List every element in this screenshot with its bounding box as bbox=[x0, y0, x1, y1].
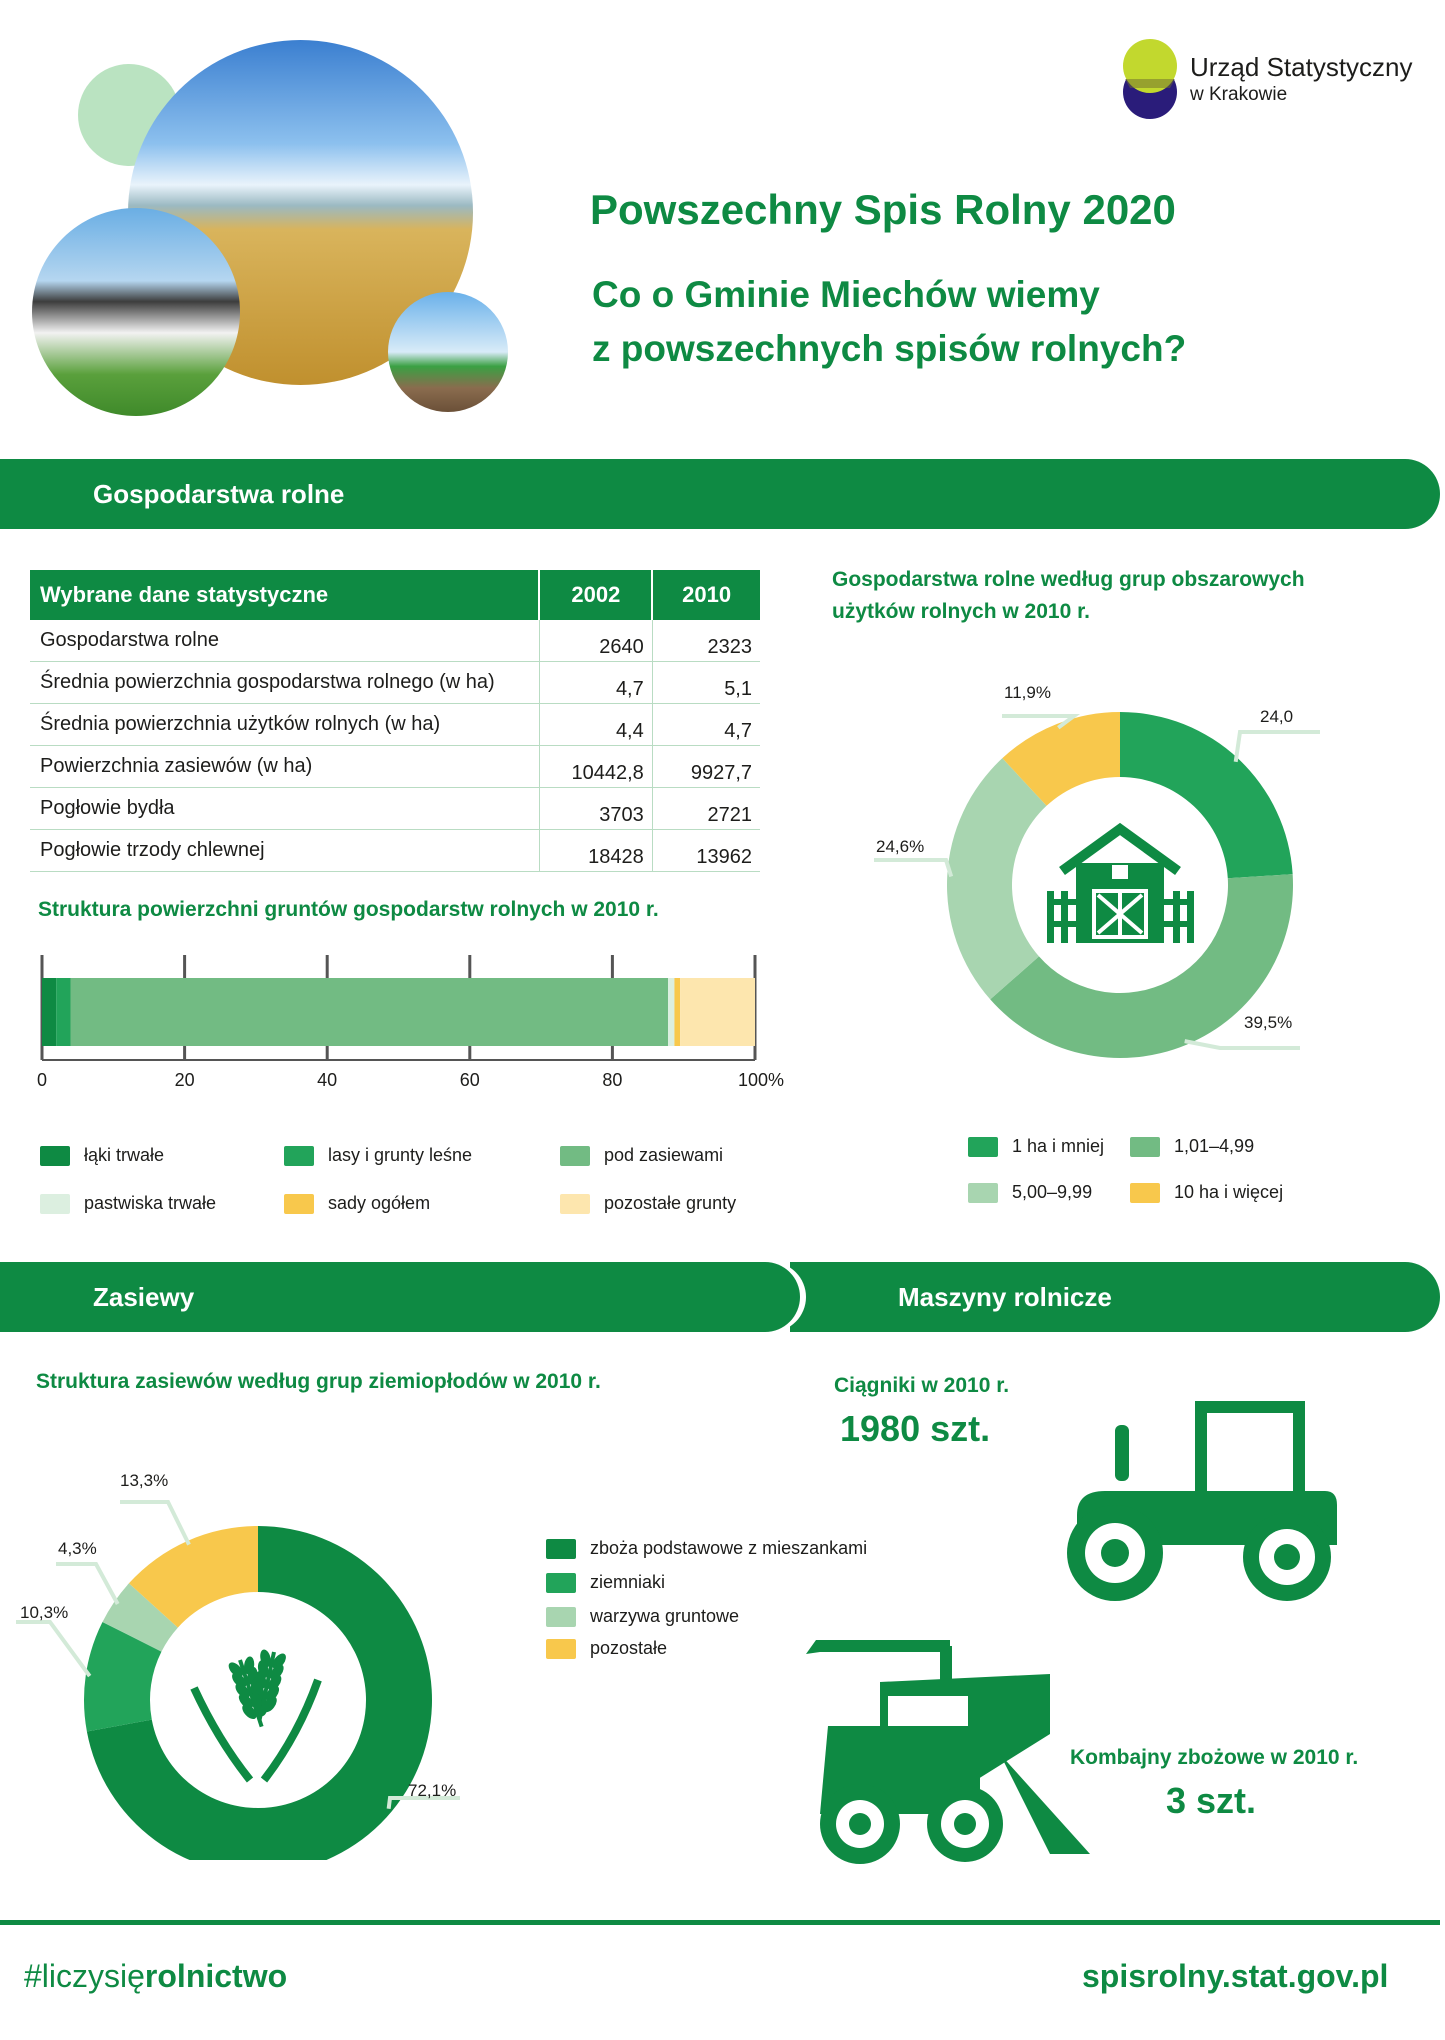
x-tick-label: 0 bbox=[36, 1070, 48, 1090]
legend-label: 10 ha i więcej bbox=[1174, 1182, 1284, 1202]
legend-label: warzywa gruntowe bbox=[590, 1606, 740, 1626]
legend-swatch bbox=[968, 1137, 998, 1157]
hashtag-bold: rolnictwo bbox=[144, 1958, 288, 1994]
legend-item-pastwiska-trwałe bbox=[40, 1193, 216, 1214]
row-value-2010: 2721 bbox=[652, 788, 760, 830]
slice-label: 24,0 bbox=[1260, 707, 1294, 726]
slice-label: 4,3% bbox=[58, 1539, 97, 1558]
row-label: Gospodarstwa rolne bbox=[30, 620, 539, 662]
legend-swatch bbox=[284, 1194, 314, 1214]
legend-item-łąki-trwałe bbox=[40, 1145, 164, 1166]
leader-line bbox=[1002, 716, 1074, 728]
legend-item-sady-ogółem bbox=[284, 1193, 430, 1214]
page-title: Powszechny Spis Rolny 2020 bbox=[590, 186, 1176, 233]
legend-swatch bbox=[546, 1539, 576, 1559]
legend-label: pastwiska trwałe bbox=[84, 1193, 217, 1213]
farm-legend-item-5-00-9-99 bbox=[968, 1182, 1092, 1203]
section-title-machines: Maszyny rolnicze bbox=[898, 1281, 1112, 1312]
legend-label: lasy i grunty leśne bbox=[328, 1145, 473, 1165]
barn-icon bbox=[1047, 829, 1194, 943]
legend-item-pozostałe-grunty bbox=[560, 1193, 736, 1214]
tractor-photo bbox=[388, 292, 508, 412]
slice-label: 10,3% bbox=[20, 1603, 69, 1622]
x-tick-label: 80 bbox=[602, 1070, 623, 1090]
legend-label: 1 ha i mniej bbox=[1012, 1136, 1105, 1156]
footer-url[interactable]: spisrolny.stat.gov.pl bbox=[1082, 1958, 1389, 1994]
land-chart-title: Struktura powierzchni gruntów gospodarstw rolnych w 2010 r. bbox=[38, 898, 659, 921]
legend-item-pod-zasiewami bbox=[560, 1145, 723, 1166]
legend-swatch bbox=[546, 1639, 576, 1659]
legend-label: pozostałe grunty bbox=[604, 1193, 737, 1213]
slice-label: 13,3% bbox=[120, 1471, 169, 1490]
row-label: Powierzchnia zasiewów (w ha) bbox=[30, 746, 539, 788]
row-value-2010: 13962 bbox=[652, 830, 760, 872]
legend-swatch bbox=[40, 1194, 70, 1214]
farm-size-donut-chart bbox=[860, 660, 1420, 1080]
cows-photo bbox=[32, 208, 240, 416]
hashtag-plain: #liczysię bbox=[24, 1958, 145, 1994]
farm-legend-item-1-ha-i-mniej bbox=[968, 1136, 1104, 1157]
crops-legend-item-zboża-podstawowe-z-mieszankami bbox=[546, 1538, 867, 1559]
crops-legend-item-ziemniaki bbox=[546, 1572, 665, 1593]
table-row bbox=[30, 788, 760, 830]
crops-chart-title: Struktura zasiewów według grup ziemiopłodów w 2010 r. bbox=[36, 1370, 601, 1393]
tractor-icon bbox=[1055, 1395, 1345, 1605]
table-row bbox=[30, 746, 760, 788]
table-header-label: Wybrane dane statystyczne bbox=[30, 570, 539, 620]
x-tick-label: 40 bbox=[317, 1070, 338, 1090]
slice-label: 24,6% bbox=[876, 837, 925, 856]
table-row bbox=[30, 620, 760, 662]
row-value-2002: 18428 bbox=[539, 830, 652, 872]
legend-label: łąki trwałe bbox=[84, 1145, 165, 1165]
legend-swatch bbox=[546, 1573, 576, 1593]
legend-label: sady ogółem bbox=[328, 1193, 431, 1213]
section-band-crops bbox=[0, 1262, 800, 1332]
farm-legend-item-10-ha-i-więcej bbox=[1130, 1182, 1283, 1203]
stats-table bbox=[30, 570, 760, 872]
footer-hashtag bbox=[24, 1958, 287, 1995]
legend-swatch bbox=[560, 1146, 590, 1166]
leader-line bbox=[1236, 732, 1320, 762]
logo-icon bbox=[1120, 36, 1180, 122]
combine-harvester-icon bbox=[800, 1634, 1100, 1864]
row-value-2010: 4,7 bbox=[652, 704, 760, 746]
legend-label: pod zasiewami bbox=[604, 1145, 724, 1165]
row-value-2002: 10442,8 bbox=[539, 746, 652, 788]
leader-line bbox=[56, 1564, 118, 1604]
legend-swatch bbox=[284, 1146, 314, 1166]
legend-label: 1,01–4,99 bbox=[1174, 1136, 1255, 1156]
legend-swatch bbox=[560, 1194, 590, 1214]
farm-size-chart-title-line2: użytków rolnych w 2010 r. bbox=[832, 600, 1090, 623]
footer-divider bbox=[0, 1920, 1440, 1925]
bar-segment-pozostałe-grunty bbox=[680, 978, 755, 1046]
table-row bbox=[30, 662, 760, 704]
slice-label: 72,1% bbox=[408, 1781, 457, 1800]
table-row bbox=[30, 830, 760, 872]
land-structure-bar-chart bbox=[20, 950, 800, 1110]
page-subtitle-line1: Co o Gminie Miechów wiemy bbox=[592, 274, 1100, 315]
combines-value: 3 szt. bbox=[1166, 1780, 1257, 1821]
section-title-farms: Gospodarstwa rolne bbox=[93, 478, 345, 509]
x-tick-label: 20 bbox=[174, 1070, 195, 1090]
section-band-machines bbox=[790, 1262, 1440, 1332]
row-value-2010: 9927,7 bbox=[652, 746, 760, 788]
legend-label: ziemniaki bbox=[590, 1572, 666, 1592]
row-value-2002: 2640 bbox=[539, 620, 652, 662]
row-label: Pogłowie bydła bbox=[30, 788, 539, 830]
row-value-2002: 4,4 bbox=[539, 704, 652, 746]
row-value-2002: 4,7 bbox=[539, 662, 652, 704]
wheat-icon bbox=[194, 1647, 318, 1780]
legend-item-lasy-i-grunty-leśne bbox=[284, 1145, 472, 1166]
row-value-2010: 2323 bbox=[652, 620, 760, 662]
tractors-label: Ciągniki w 2010 r. bbox=[834, 1374, 1010, 1397]
page-subtitle-line2: z powszechnych spisów rolnych? bbox=[592, 328, 1187, 369]
legend-swatch bbox=[40, 1146, 70, 1166]
tractors-value: 1980 szt. bbox=[840, 1408, 991, 1449]
row-value-2010: 5,1 bbox=[652, 662, 760, 704]
legend-swatch bbox=[1130, 1137, 1160, 1157]
table-row bbox=[30, 704, 760, 746]
crops-donut-chart bbox=[0, 1460, 520, 1860]
row-value-2002: 3703 bbox=[539, 788, 652, 830]
leader-line bbox=[1185, 1041, 1300, 1048]
farm-legend-item-1-01-4-99 bbox=[1130, 1136, 1254, 1157]
slice-label: 39,5% bbox=[1244, 1013, 1293, 1032]
legend-swatch bbox=[968, 1183, 998, 1203]
leader-line bbox=[874, 860, 951, 877]
legend-label: pozostałe bbox=[590, 1638, 668, 1658]
org-name: Urząd Statystyczny bbox=[1190, 52, 1413, 82]
table-header-2010: 2010 bbox=[652, 570, 760, 620]
row-label: Pogłowie trzody chlewnej bbox=[30, 830, 539, 872]
legend-label: 5,00–9,99 bbox=[1012, 1182, 1093, 1202]
crops-legend-item-warzywa-gruntowe bbox=[546, 1606, 739, 1627]
bar-segment-sady-ogółem bbox=[674, 978, 680, 1046]
crops-legend-item-pozostałe bbox=[546, 1638, 667, 1659]
bar-segment-pod-zasiewami bbox=[71, 978, 668, 1046]
x-tick-label: 100% bbox=[737, 1070, 785, 1090]
row-label: Średnia powierzchnia gospodarstwa rolnego (w ha) bbox=[30, 662, 539, 704]
section-title-crops: Zasiewy bbox=[93, 1281, 195, 1312]
bar-segment-lasy-i-grunty-leśne bbox=[56, 978, 70, 1046]
x-tick-label: 60 bbox=[459, 1070, 480, 1090]
combines-label: Kombajny zbożowe w 2010 r. bbox=[1070, 1746, 1359, 1769]
leader-line bbox=[120, 1502, 189, 1545]
bar-segment-pastwiska-trwałe bbox=[668, 978, 674, 1046]
legend-label: zboża podstawowe z mieszankami bbox=[590, 1538, 868, 1558]
legend-swatch bbox=[1130, 1183, 1160, 1203]
row-label: Średnia powierzchnia użytków rolnych (w ha) bbox=[30, 704, 539, 746]
section-band-farms bbox=[0, 459, 1440, 529]
bar-segment-łąki-trwałe bbox=[42, 978, 56, 1046]
farm-size-chart-title-line1: Gospodarstwa rolne według grup obszarowych bbox=[832, 568, 1305, 591]
table-header-2002: 2002 bbox=[539, 570, 652, 620]
slice-label: 11,9% bbox=[1004, 683, 1051, 702]
leader-line bbox=[16, 1622, 90, 1676]
legend-swatch bbox=[546, 1607, 576, 1627]
org-location: w Krakowie bbox=[1190, 84, 1288, 105]
